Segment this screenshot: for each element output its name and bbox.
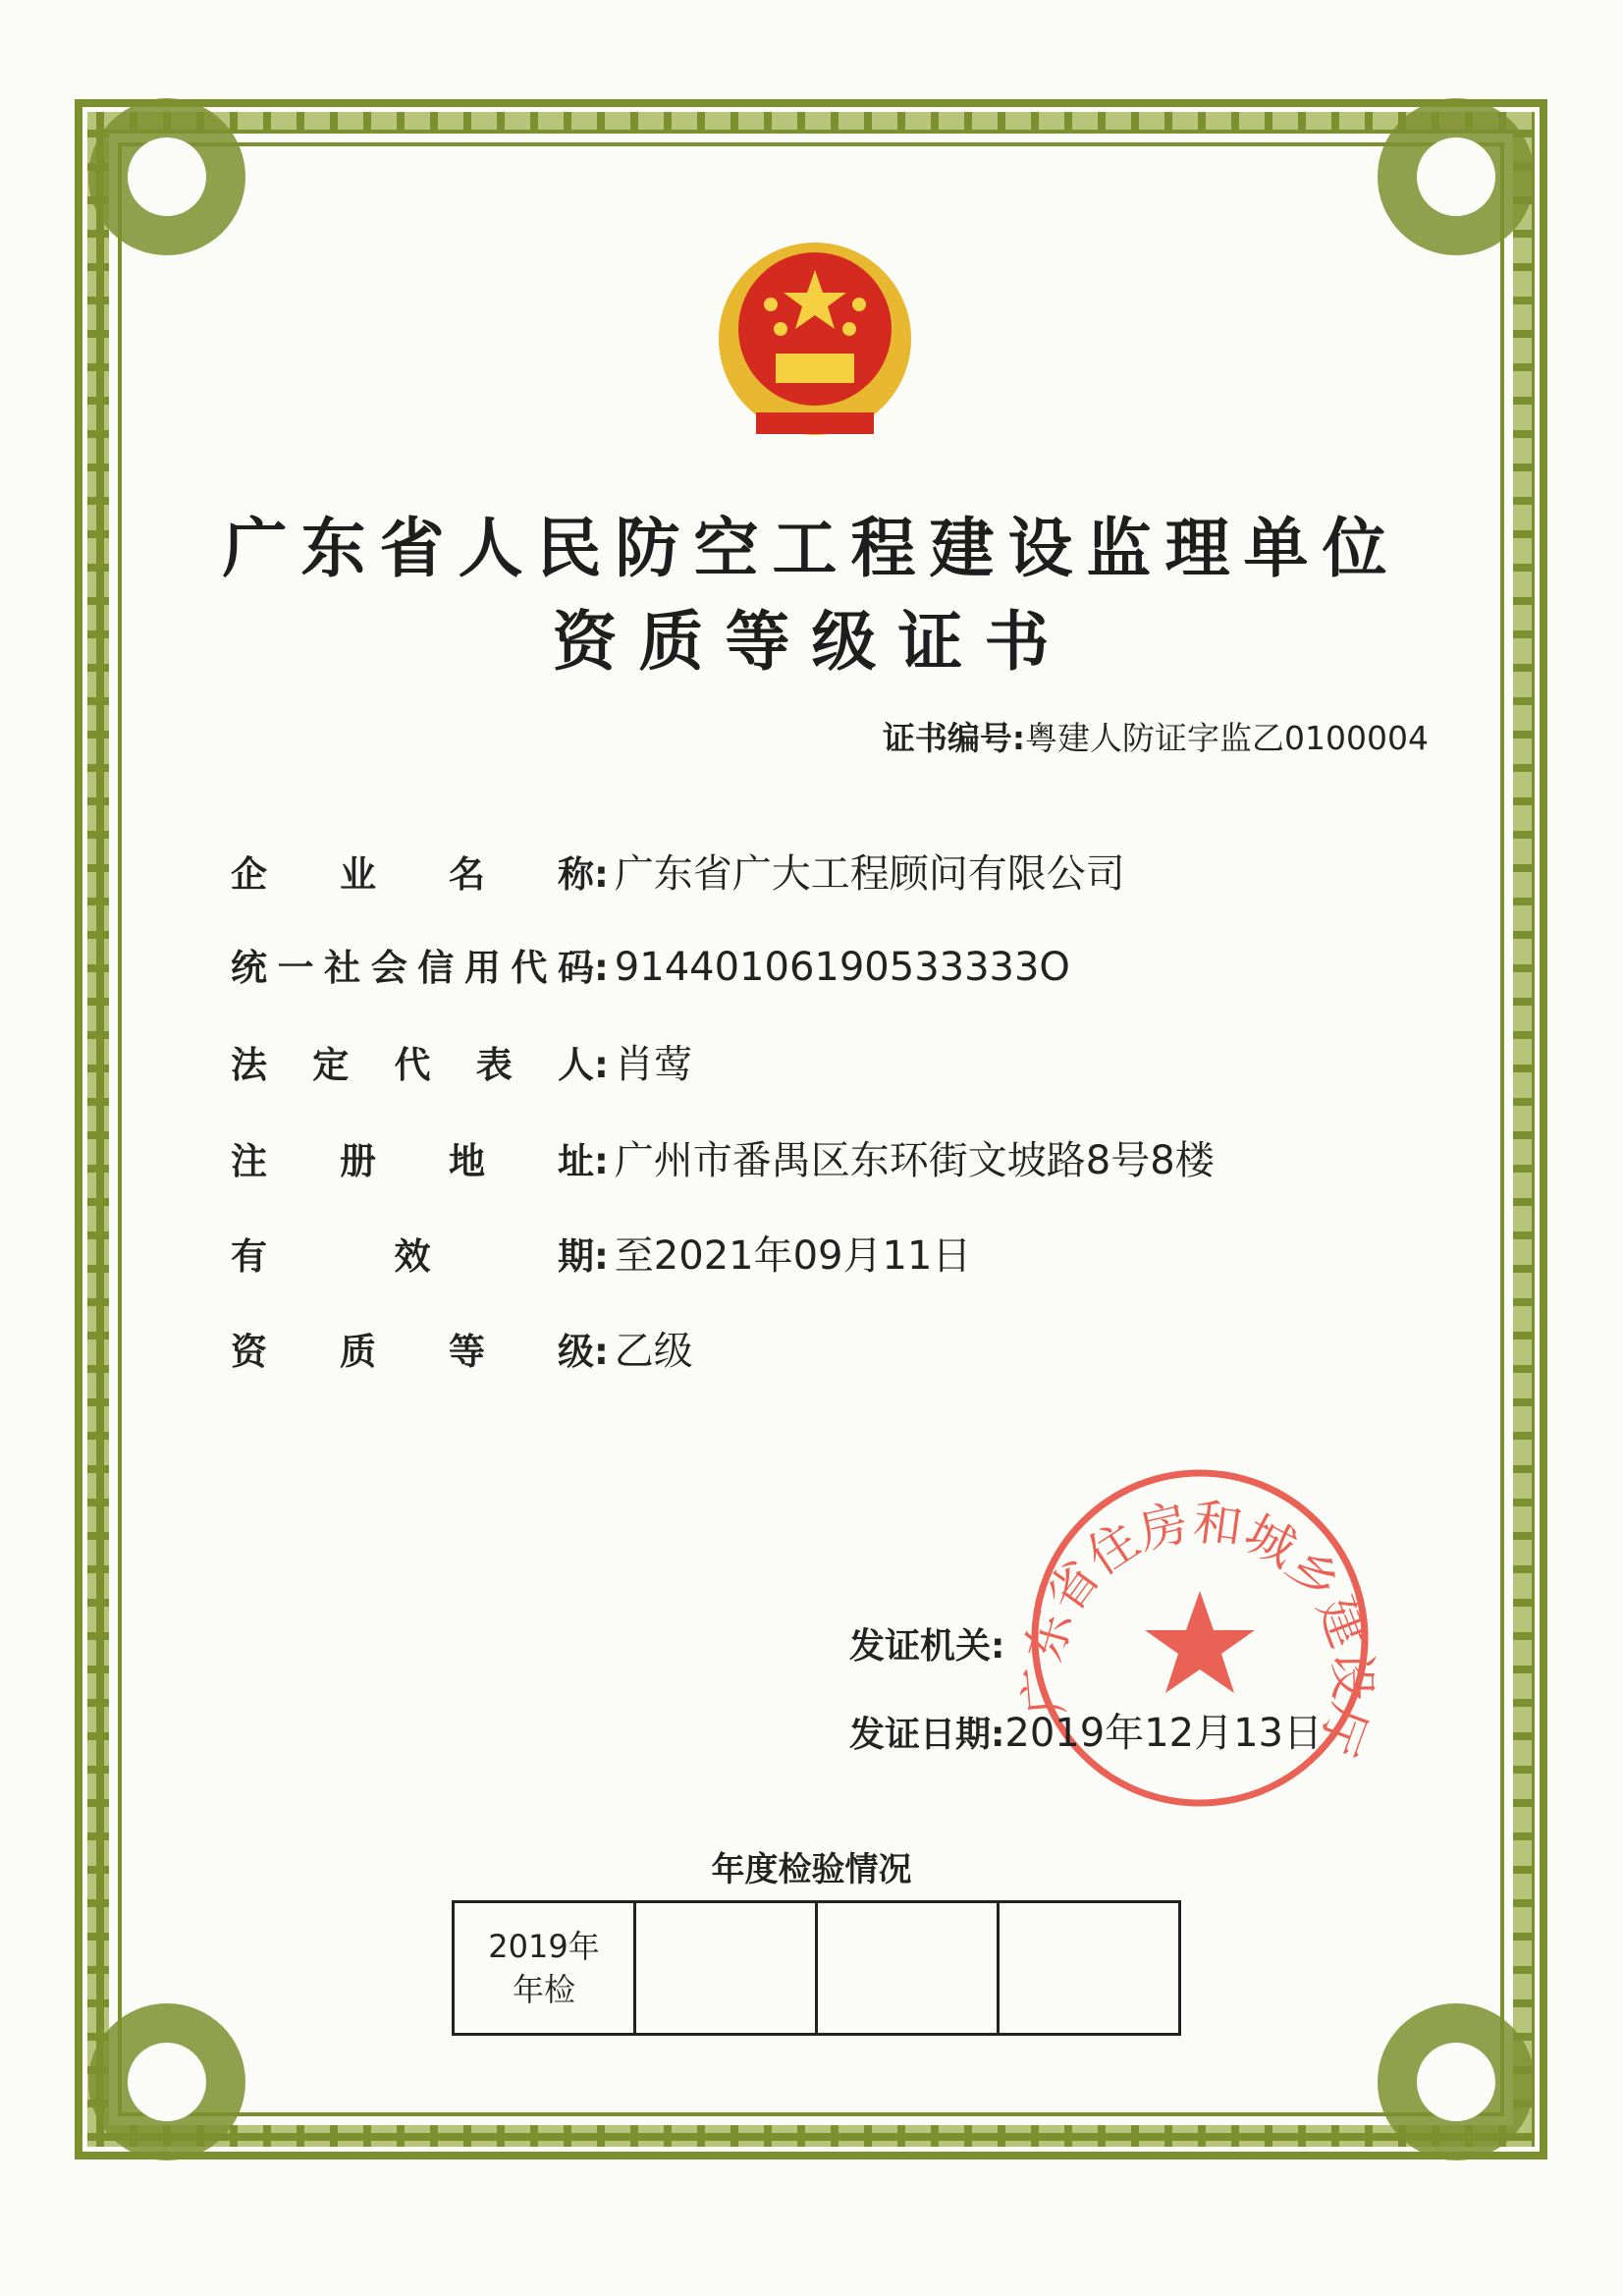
field-label: 有效期 — [231, 1235, 594, 1278]
field-value: 广东省广大工程顾问有限公司 — [614, 851, 1125, 897]
field-legal-rep: 法定代表人 : 肖莺 — [231, 1033, 693, 1089]
field-company-name: 企业名称 : 广东省广大工程顾问有限公司 — [231, 843, 1125, 899]
certificate-number: 证书编号:粤建人防证字监乙0100004 — [882, 719, 1429, 757]
field-value: 肖莺 — [614, 1042, 693, 1087]
certificate-title-line2: 资质等级证书 — [552, 604, 1071, 680]
field-value: 广州市番禺区东环街文坡路8号8楼 — [614, 1138, 1215, 1183]
field-label: 企业名称 — [231, 853, 594, 896]
inspection-cell — [999, 1902, 1180, 2035]
field-label: 资质等级 — [231, 1331, 594, 1373]
field-value: 至2021年09月11日 — [614, 1233, 972, 1279]
annual-inspection-title: 年度检验情况 — [711, 1850, 912, 1889]
svg-text:广东省住房和城乡建设厅: 广东省住房和城乡建设厅 — [1013, 1493, 1381, 1764]
field-validity: 有效期 : 至2021年09月11日 — [231, 1225, 971, 1281]
field-label: 法定代表人 — [231, 1044, 594, 1086]
annual-inspection-table — [452, 1900, 1181, 2036]
field-grade: 资质等级 : 乙级 — [231, 1320, 693, 1376]
inspection-cell — [817, 1902, 999, 2035]
field-label: 注册地址 — [231, 1140, 594, 1182]
field-credit-code: 统一社会信用代码 : 91440106190533333O — [231, 938, 1070, 991]
field-label: 统一社会信用代码 — [231, 947, 594, 989]
national-emblem-icon — [719, 243, 911, 435]
inspection-cell: 2019年 年检 — [454, 1902, 635, 2035]
inspection-cell — [635, 1902, 817, 2035]
issuer: 发证机关: — [849, 1626, 1005, 1667]
certificate-title-line1: 广东省人民防空工程建设监理单位 — [222, 511, 1401, 586]
field-address: 注册地址 : 广州市番禺区东环街文坡路8号8楼 — [231, 1129, 1215, 1185]
field-value: 91440106190533333O — [614, 945, 1070, 990]
issue-date: 发证日期:2019年12月13日 — [849, 1711, 1323, 1756]
field-value: 乙级 — [614, 1329, 693, 1374]
